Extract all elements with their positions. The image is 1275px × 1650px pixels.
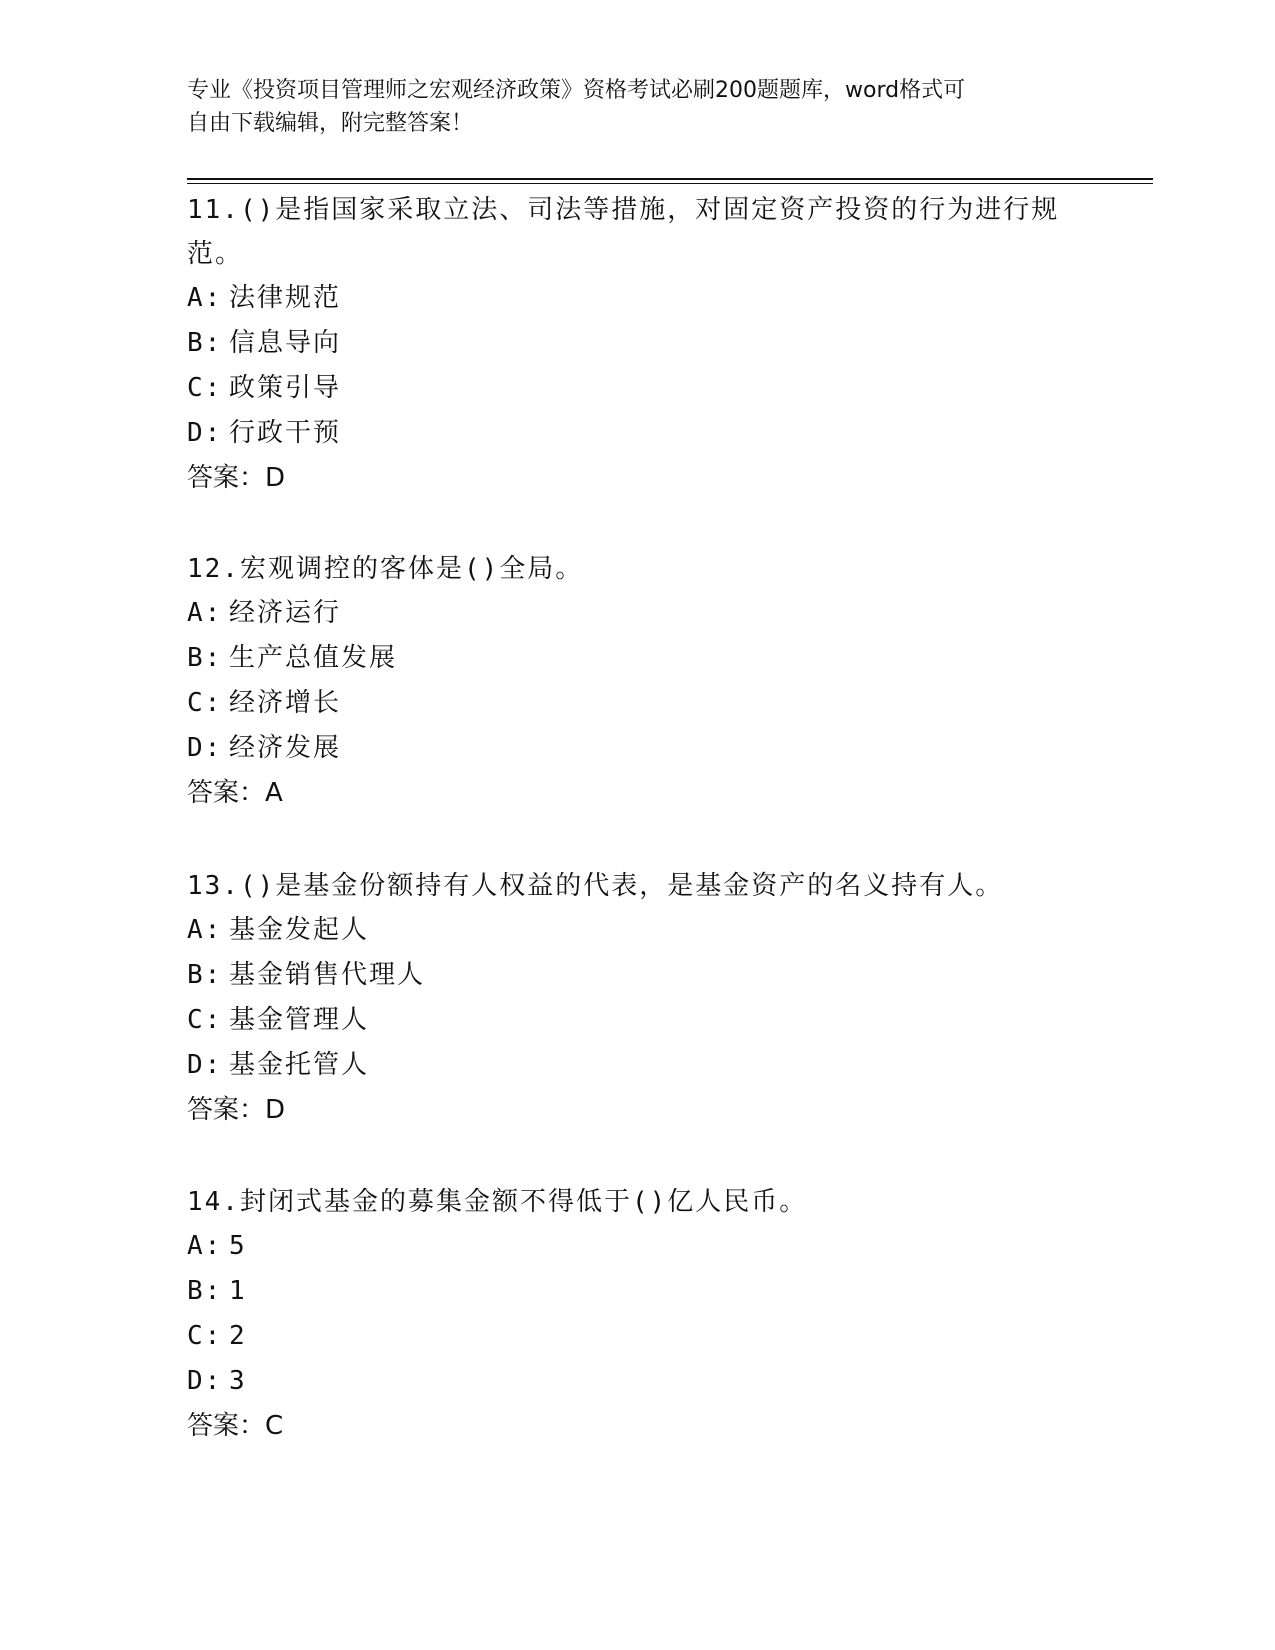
question-text: 14.封闭式基金的募集金额不得低于()亿人民币。 [187,1187,808,1217]
option-c [187,1314,1087,1359]
option-letter: B: [187,1276,223,1306]
option-text: 经济增长 [229,688,342,718]
option-d [187,411,1087,456]
option-letter: A: [187,598,223,628]
option-text: 经济发展 [229,733,342,763]
question-14 [187,1180,1087,1449]
option-c [187,681,1087,726]
option-letter: A: [187,1231,223,1261]
answer-label: 答案：D [187,463,286,493]
option-text: 基金托管人 [229,1050,370,1080]
option-letter: C: [187,1005,223,1035]
header-divider [187,178,1153,184]
question-12 [187,547,1087,816]
option-letter: A: [187,915,223,945]
document-header [187,74,1067,140]
option-b [187,1269,1087,1314]
option-text: 3 [229,1366,247,1396]
option-letter: B: [187,643,223,673]
option-a [187,591,1087,636]
answer-label: 答案：C [187,1411,284,1441]
option-text: 基金发起人 [229,915,370,945]
option-letter: B: [187,960,223,990]
question-text: 11.()是指国家采取立法、司法等措施，对固定资产投资的行为进行规范。 [187,195,1060,269]
option-text: 生产总值发展 [229,643,398,673]
option-letter: C: [187,688,223,718]
option-text: 基金销售代理人 [229,960,426,990]
option-d [187,1043,1087,1088]
option-text: 经济运行 [229,598,342,628]
option-b [187,636,1087,681]
option-d [187,726,1087,771]
option-text: 2 [229,1321,247,1351]
option-b [187,953,1087,998]
option-letter: D: [187,418,223,448]
option-a [187,908,1087,953]
header-line-2: 自由下载编辑，附完整答案！ [187,111,474,136]
option-text: 法律规范 [229,283,342,313]
option-letter: D: [187,1050,223,1080]
option-text: 1 [229,1276,247,1306]
option-letter: C: [187,1321,223,1351]
option-b [187,321,1087,366]
option-letter: C: [187,373,223,403]
question-text: 12.宏观调控的客体是()全局。 [187,554,584,584]
option-letter: D: [187,1366,223,1396]
option-text: 信息导向 [229,328,342,358]
option-text: 5 [229,1231,247,1261]
option-letter: A: [187,283,223,313]
option-a [187,276,1087,321]
option-text: 政策引导 [229,373,342,403]
option-letter: B: [187,328,223,358]
option-text: 基金管理人 [229,1005,370,1035]
question-13 [187,864,1087,1133]
question-text: 13.()是基金份额持有人权益的代表，是基金资产的名义持有人。 [187,871,1004,901]
option-c [187,366,1087,411]
option-a [187,1224,1087,1269]
option-d [187,1359,1087,1404]
answer-label: 答案：A [187,778,283,808]
answer-label: 答案：D [187,1095,286,1125]
question-11 [187,188,1087,501]
header-line-1: 专业《投资项目管理师之宏观经济政策》资格考试必刷200题题库，word格式可 [187,78,966,103]
option-letter: D: [187,733,223,763]
option-text: 行政干预 [229,418,342,448]
option-c [187,998,1087,1043]
